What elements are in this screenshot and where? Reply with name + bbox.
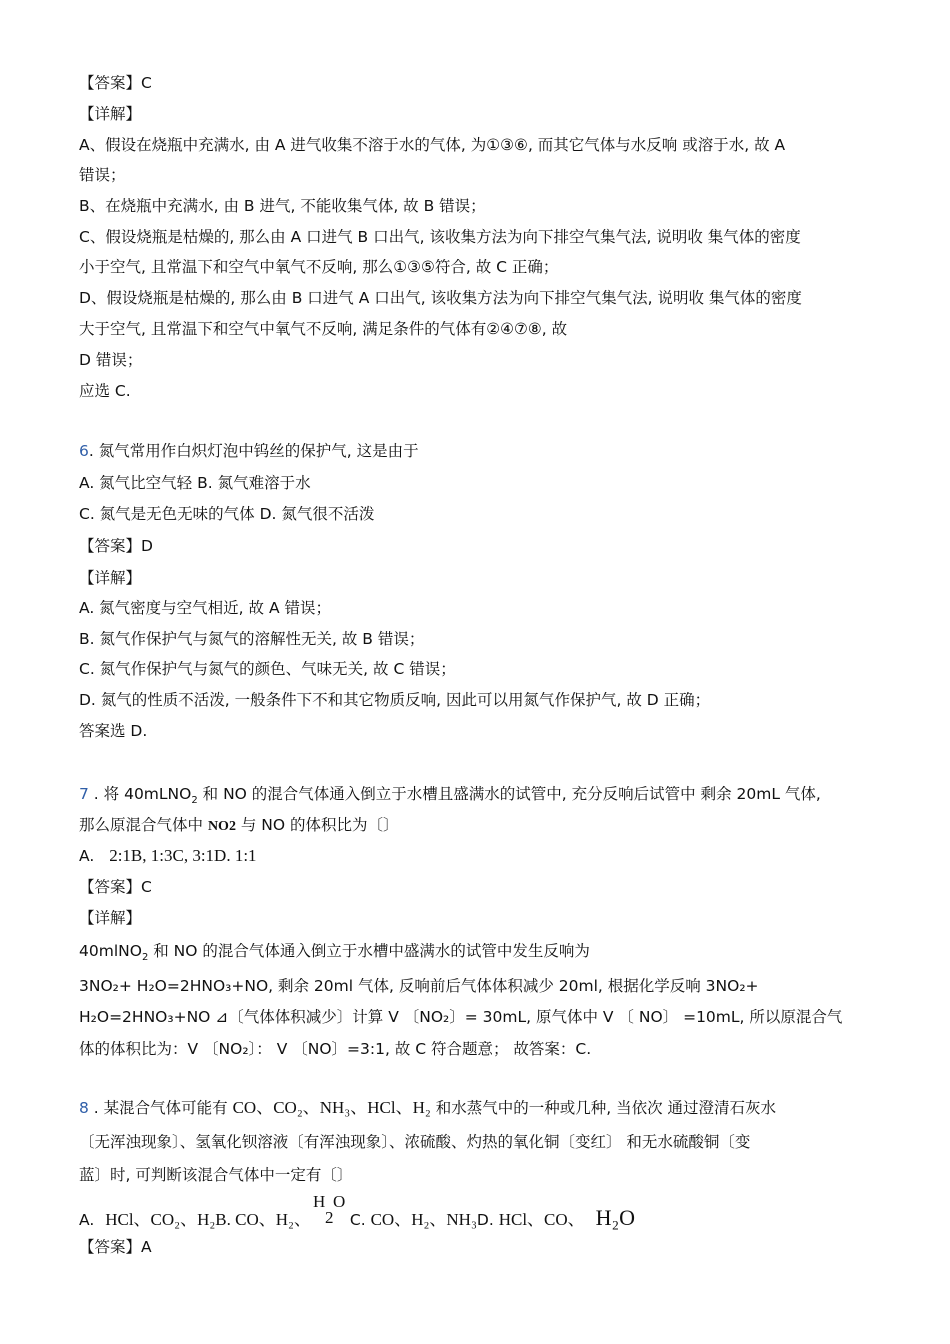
- q7-stem2-part1: 那么原混合气体中: [79, 816, 208, 834]
- q7-explain-l1-part1: 40mlNO: [79, 942, 142, 960]
- q7-detail-heading: 【详解】: [79, 909, 142, 927]
- q7-number: 7: [79, 785, 89, 803]
- q6-conclusion: 答案选 D.: [79, 722, 148, 740]
- q6-explain-a: A. 氮气密度与空气相近, 故 A 错误；: [79, 599, 331, 617]
- q7-options: [79, 845, 257, 867]
- q8-option-d-label: D.: [476, 1211, 494, 1229]
- q8-h2o-h: H: [312, 1192, 326, 1211]
- q5-answer: 【答案】C: [79, 74, 152, 92]
- q8-option-a-b-text: HCl、CO₂、H₂B. CO、H₂、: [105, 1210, 311, 1229]
- q5-detail-heading: 【详解】: [79, 105, 142, 123]
- q8-option-d-text: HCl、CO、: [498, 1210, 585, 1229]
- q7-option-values: 2:1B, 1:3C, 3:1D. 1:1: [109, 846, 257, 865]
- q8-option-d-h2o: H₂O: [595, 1205, 636, 1230]
- q6-answer: 【答案】D: [79, 537, 153, 555]
- q5-option-b: B、在烧瓶中充满水, 由 B 进气, 不能收集气体, 故 B 错误；: [79, 197, 486, 215]
- q8-h2o-2: 2: [324, 1208, 334, 1227]
- q5-option-c-line1: C、假设烧瓶是枯燥的, 那么由 A 口进气 B 口出气, 该收集方法为向下排空气集气法, 说明收 集气体的密度: [79, 228, 801, 246]
- q7-stem2-no2: NO2: [207, 819, 236, 834]
- q5-option-d-line1: D、假设烧瓶是枯燥的, 那么由 B 口进气 A 口出气, 该收集方法为向下排空气集气法, 说明收 集气体的密度: [79, 289, 802, 307]
- q6-options-ab: A. 氮气比空气轻 B. 氮气难溶于水: [79, 474, 311, 492]
- q8-stem-part1: . 某混合气体可能有: [88, 1099, 233, 1117]
- q8-option-c-label: C.: [344, 1211, 366, 1229]
- q7-stem-part2: 和 NO 的混合气体通入倒立于水槽且盛满水的试管中, 充分反响后试管中 剩余 20mL 气体,: [197, 785, 821, 803]
- q7-explain-l1-sub: 2: [141, 952, 149, 964]
- q7-stem-part1: . 将 40mLNO: [88, 785, 192, 803]
- q6-detail-heading: 【详解】: [79, 569, 142, 587]
- q7-explain-line1: [79, 940, 590, 969]
- q8-h2o-o: O: [332, 1192, 346, 1211]
- q8-stem-part2: 和水蒸气中的一种或几种, 当依次 通过澄清石灰水: [430, 1099, 776, 1117]
- q8-option-b-h2o: [311, 1192, 346, 1227]
- q7-stem-line1: [79, 783, 821, 812]
- q6-stem-text: . 氮气常用作白炽灯泡中钨丝的保护气, 这是由于: [88, 442, 419, 460]
- q8-stem-line2: 〔无浑浊现象〕、氢氧化钡溶液〔有浑浊现象〕、浓硫酸、灼热的氧化铜〔变红〕 和无水硫酸铜〔变: [79, 1133, 751, 1151]
- q5-option-d-line3: D 错误；: [79, 351, 143, 369]
- q6-explain-d: D. 氮气的性质不活泼, 一般条件下不和其它物质反响, 因此可以用氮气作保护气, 故 D 正确；: [79, 691, 711, 709]
- q8-number: 8: [79, 1099, 89, 1117]
- q6-options-cd: C. 氮气是无色无味的气体 D. 氮气很不活泼: [79, 505, 375, 523]
- q8-options: [79, 1192, 636, 1231]
- q7-stem-sub: 2: [191, 795, 198, 807]
- q7-answer: 【答案】C: [79, 878, 152, 896]
- q5-option-a-line1: A、假设在烧瓶中充满水, 由 A 进气收集不溶于水的气体, 为①③⑥, 而其它气体与水反响 或溶于水, 故 A: [79, 136, 786, 154]
- q7-explain-l1-part2: 和 NO 的混合气体通入倒立于水槽中盛满水的试管中发生反响为: [148, 942, 590, 960]
- q7-option-label: A.: [79, 847, 95, 865]
- q5-option-c-line2: 小于空气, 且常温下和空气中氧气不反响, 那么①③⑤符合, 故 C 正确；: [79, 258, 559, 276]
- q8-answer: 【答案】A: [79, 1238, 152, 1256]
- q8-stem-line3: 蓝〕时, 可判断该混合气体中一定有〔〕: [79, 1166, 353, 1184]
- q7-explain-line2: 3NO₂+ H₂O=2HNO₃+NO, 剩余 20ml 气体, 反响前后气体体积减少 20ml, 根据化学反响 3NO₂+: [79, 977, 759, 995]
- q6-number: 6: [79, 442, 89, 460]
- q5-conclusion: 应选 C.: [79, 382, 131, 400]
- q7-stem2-part2: 与 NO 的体积比为〔〕: [235, 816, 399, 834]
- q7-stem-line2: [79, 814, 399, 838]
- q5-option-d-line2: 大于空气, 且常温下和空气中氧气不反响, 满足条件的气体有②④⑦⑧, 故: [79, 320, 568, 338]
- q6-explain-b: B. 氮气作保护气与氮气的溶解性无关, 故 B 错误；: [79, 630, 425, 648]
- q8-option-a-label: A.: [79, 1211, 95, 1229]
- q7-explain-line3: H₂O=2HNO₃+NO ⊿〔气体体积减少〕计算 V 〔NO₂〕= 30mL, 原气体中 V 〔 NO〕 =10mL, 所以原混合气: [79, 1008, 843, 1026]
- q7-explain-line4: 体的体积比为：V 〔NO₂〕： V 〔NO〕=3:1, 故 C 符合题意； 故答案：C.: [79, 1040, 592, 1058]
- q6-stem: [79, 440, 419, 462]
- q8-option-c-text: CO、H₂、NH₃: [370, 1210, 477, 1229]
- q6-explain-c: C. 氮气作保护气与氮气的颜色、气味无关, 故 C 错误；: [79, 660, 456, 678]
- q5-option-a-line2: 错误；: [79, 166, 126, 184]
- q8-stem-formulas: CO、CO₂、NH₃、HCl、H₂: [232, 1098, 431, 1117]
- q8-stem-line1: [79, 1097, 776, 1119]
